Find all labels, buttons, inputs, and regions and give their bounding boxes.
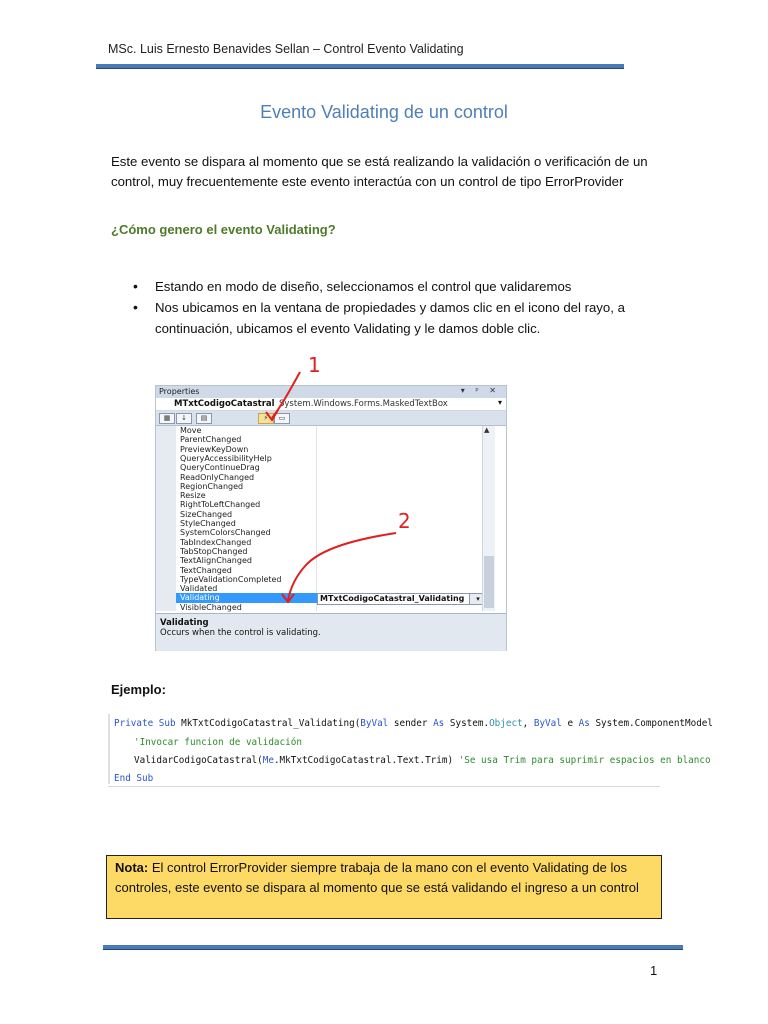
code-keyword: As bbox=[578, 718, 590, 729]
event-row[interactable]: TypeValidationCompleted bbox=[180, 574, 282, 584]
properties-window bbox=[155, 385, 507, 651]
event-row[interactable]: SizeChanged bbox=[180, 509, 233, 519]
categorized-icon[interactable]: ▦ bbox=[159, 413, 175, 424]
code-text: , bbox=[522, 718, 534, 729]
note-text: El control ErrorProvider siempre trabaja de la mano con el evento Validating de los controles, este evento se dispara al momento que se está validando el ingreso a un control bbox=[115, 860, 639, 895]
example-label: Ejemplo: bbox=[111, 682, 166, 697]
page-number: 1 bbox=[650, 963, 658, 978]
event-row[interactable]: QueryContinueDrag bbox=[180, 463, 260, 473]
code-snippet bbox=[108, 712, 713, 787]
header-rule bbox=[96, 64, 624, 69]
event-row[interactable]: StyleChanged bbox=[180, 519, 236, 528]
event-row[interactable]: TabStopChanged bbox=[180, 546, 248, 556]
event-row[interactable]: Validated bbox=[180, 584, 218, 594]
code-text: e bbox=[561, 718, 579, 729]
event-row[interactable]: SystemColorsChanged bbox=[180, 528, 271, 538]
description-title: Validating bbox=[160, 618, 209, 628]
event-row[interactable]: RightToLeftChanged bbox=[180, 500, 261, 510]
page-header: MSc. Luis Ernesto Benavides Sellan – Control Evento Validating bbox=[108, 42, 464, 56]
code-keyword: ByVal bbox=[533, 718, 562, 729]
code-keyword: As bbox=[433, 718, 445, 729]
object-type: System.Windows.Forms.MaskedTextBox bbox=[279, 399, 448, 409]
annotation-label-2: 2 bbox=[398, 509, 411, 533]
grid-scrollbar[interactable] bbox=[482, 426, 495, 611]
property-pages-icon[interactable]: ▭ bbox=[274, 413, 290, 424]
code-keyword: ByVal bbox=[360, 718, 389, 729]
code-text: System.ComponentModel bbox=[589, 718, 713, 729]
description-pane bbox=[156, 613, 506, 651]
scroll-thumb[interactable] bbox=[484, 556, 494, 608]
annotation-label-1: 1 bbox=[308, 353, 321, 377]
code-text: sender bbox=[388, 718, 434, 729]
grid-gutter bbox=[156, 426, 176, 611]
event-row[interactable]: PreviewKeyDown bbox=[180, 444, 249, 454]
code-comment-line: 'Invocar funcion de validación bbox=[134, 737, 302, 748]
code-line bbox=[134, 755, 711, 766]
events-lightning-icon[interactable]: ⚡ bbox=[258, 413, 274, 424]
properties-title: Properties bbox=[159, 387, 200, 396]
code-keyword: Me bbox=[262, 755, 274, 766]
event-row[interactable]: TextAlignChanged bbox=[180, 556, 252, 566]
code-comment: 'Se usa Trim para suprimir espacios en blanco bbox=[458, 755, 711, 766]
event-row[interactable]: VisibleChanged bbox=[180, 602, 242, 612]
event-row[interactable]: TextChanged bbox=[180, 565, 232, 575]
properties-toolbar bbox=[156, 411, 506, 426]
event-row[interactable]: QueryAccessibilityHelp bbox=[180, 453, 272, 463]
code-keyword: Private Sub bbox=[114, 718, 176, 729]
event-row[interactable]: TabIndexChanged bbox=[180, 537, 252, 547]
code-text: MkTxtCodigoCatastral_Validating( bbox=[175, 718, 361, 729]
event-row[interactable]: Move bbox=[180, 426, 202, 435]
document-title: Evento Validating de un control bbox=[260, 102, 508, 122]
description-text: Occurs when the control is validating. bbox=[160, 628, 321, 638]
properties-titlebar bbox=[156, 386, 506, 398]
code-line: End Sub bbox=[114, 773, 154, 784]
footer-rule bbox=[103, 945, 683, 950]
code-text: System. bbox=[444, 718, 490, 729]
step-item: • Nos ubicamos en la ventana de propiedades y damos clic en el icono del rayo, a continuación, ubicamos el evento Validating y le damos doble clic. bbox=[131, 297, 671, 339]
step-item: • Estando en modo de diseño, seleccionamos el control que validaremos bbox=[131, 276, 671, 297]
object-selector[interactable] bbox=[156, 398, 506, 411]
note-box bbox=[106, 855, 662, 919]
code-line bbox=[114, 718, 713, 729]
event-row[interactable]: ReadOnlyChanged bbox=[180, 472, 255, 482]
section-heading: ¿Cómo genero el evento Validating? bbox=[111, 222, 336, 237]
alphabetical-icon[interactable]: ↓ bbox=[176, 413, 192, 424]
code-type: Object bbox=[489, 718, 523, 729]
object-name: MTxtCodigoCatastral bbox=[174, 399, 275, 409]
code-text: .MkTxtCodigoCatastral.Text.Trim) bbox=[273, 755, 459, 766]
code-text: ValidarCodigoCatastral( bbox=[134, 755, 263, 766]
intro-paragraph: Este evento se dispara al momento que se está realizando la validación o verificación de un control, muy frecuentemente este evento interactúa con un control de tipo ErrorProvider bbox=[111, 154, 648, 189]
events-grid bbox=[156, 426, 482, 611]
properties-icon[interactable]: ▤ bbox=[196, 413, 212, 424]
window-controls[interactable]: ▾ ᵖ ✕ bbox=[460, 386, 500, 395]
event-row[interactable]: ParentChanged bbox=[180, 435, 242, 445]
event-handler-text: MTxtCodigoCatastral_Validating bbox=[320, 593, 465, 603]
chevron-down-icon[interactable]: ▾ bbox=[497, 398, 502, 407]
note-label: Nota: bbox=[115, 860, 149, 875]
event-row[interactable]: Resize bbox=[180, 491, 206, 501]
scroll-up-icon[interactable]: ▲ bbox=[484, 426, 490, 434]
event-row-selected[interactable]: Validating bbox=[176, 593, 320, 602]
event-row[interactable]: RegionChanged bbox=[180, 481, 244, 491]
chevron-down-icon[interactable]: ▾ bbox=[469, 594, 484, 604]
steps-list bbox=[131, 276, 671, 339]
code-gutter-line bbox=[108, 714, 110, 784]
